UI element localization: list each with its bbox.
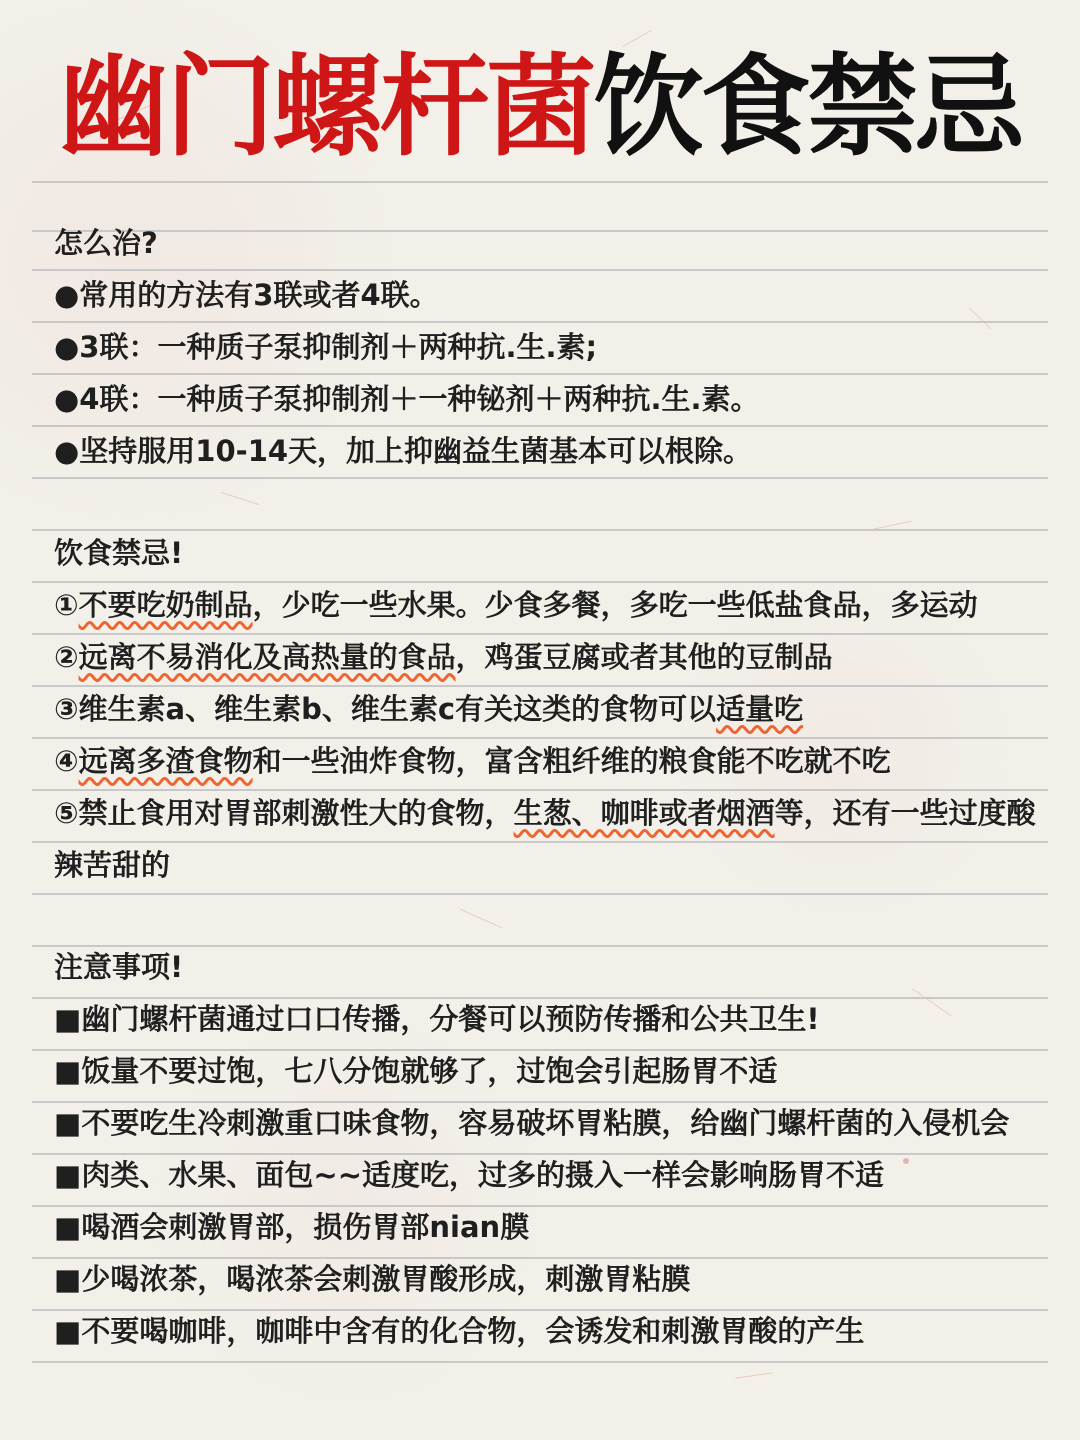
diet-item-rest: ，少吃一些水果。少食多餐，多吃一些低盐食品，多运动 <box>252 588 978 622</box>
treatment-item: ●常用的方法有3联或者4联。 <box>54 278 439 312</box>
notes-item: ■肉类、水果、面包~~适度吃，过多的摄入一样会影响肠胃不适 <box>54 1158 884 1192</box>
diet-item-prefix: ① <box>54 588 79 622</box>
diet-item-prefix: ③维生素a、维生素b、维生素c有关这类的食物可以 <box>54 692 717 726</box>
diet-item-highlight: 远离多渣食物 <box>78 744 253 778</box>
notes-item: ■不要吃生冷刺激重口味食物，容易破坏胃粘膜，给幽门螺杆菌的入侵机会 <box>54 1106 1010 1140</box>
diet-item <box>54 579 1038 631</box>
ruled-line <box>32 1361 1048 1363</box>
notes-item: ■饭量不要过饱，七八分饱就够了，过饱会引起肠胃不适 <box>54 1054 778 1088</box>
diet-item-continuation: 辣苦甜的 <box>54 848 171 882</box>
diet-heading: 饮食禁忌! <box>54 536 184 570</box>
treatment-heading: 怎么治? <box>54 226 158 260</box>
ruled-line <box>32 477 1048 479</box>
diet-item-rest: ，鸡蛋豆腐或者其他的豆制品 <box>455 640 833 674</box>
treatment-item: ●坚持服用10-14天，加上抑幽益生菌基本可以根除。 <box>54 434 753 468</box>
diet-item <box>54 787 1038 839</box>
page-title <box>0 43 1080 171</box>
diet-item-rest: 等，还有一些过度酸 <box>774 796 1036 830</box>
notes-item: ■少喝浓茶，喝浓茶会刺激胃酸形成，刺激胃粘膜 <box>54 1262 691 1296</box>
diet-item <box>54 683 1038 735</box>
diet-section <box>54 527 1038 891</box>
title-red-text: 幽门螺杆菌 <box>58 43 594 171</box>
diet-item-prefix: ④ <box>54 744 79 778</box>
treatment-section <box>54 217 1038 477</box>
title-black-text: 饮食禁忌 <box>593 43 1022 171</box>
ruled-line <box>32 893 1048 895</box>
diet-item <box>54 631 1038 683</box>
diet-item-highlight: 远离不易消化及高热量的食品 <box>78 640 456 674</box>
notes-item: ■不要喝咖啡，咖啡中含有的化合物，会诱发和刺激胃酸的产生 <box>54 1314 865 1348</box>
notes-section <box>54 941 1038 1357</box>
notes-item: ■喝酒会刺激胃部，损伤胃部nian膜 <box>54 1210 530 1244</box>
diet-item-highlight: 适量吃 <box>716 692 804 726</box>
treatment-item: ●4联：一种质子泵抑制剂＋一种铋剂＋两种抗.生.素。 <box>54 382 760 416</box>
diet-item <box>54 735 1038 787</box>
diet-item-highlight: 生葱、咖啡或者烟酒 <box>513 796 775 830</box>
diet-item-prefix: ⑤禁止食用对胃部刺激性大的食物， <box>54 796 514 830</box>
notes-item: ■幽门螺杆菌通过口口传播，分餐可以预防传播和公共卫生! <box>54 1002 820 1036</box>
notes-heading: 注意事项! <box>54 950 184 984</box>
ruled-line <box>32 181 1048 183</box>
diet-item-rest: 和一些油炸食物，富含粗纤维的粮食能不吃就不吃 <box>252 744 891 778</box>
treatment-item: ●3联：一种质子泵抑制剂＋两种抗.生.素; <box>54 330 598 364</box>
diet-item-highlight: 不要吃奶制品 <box>78 588 253 622</box>
diet-item-prefix: ② <box>54 640 79 674</box>
